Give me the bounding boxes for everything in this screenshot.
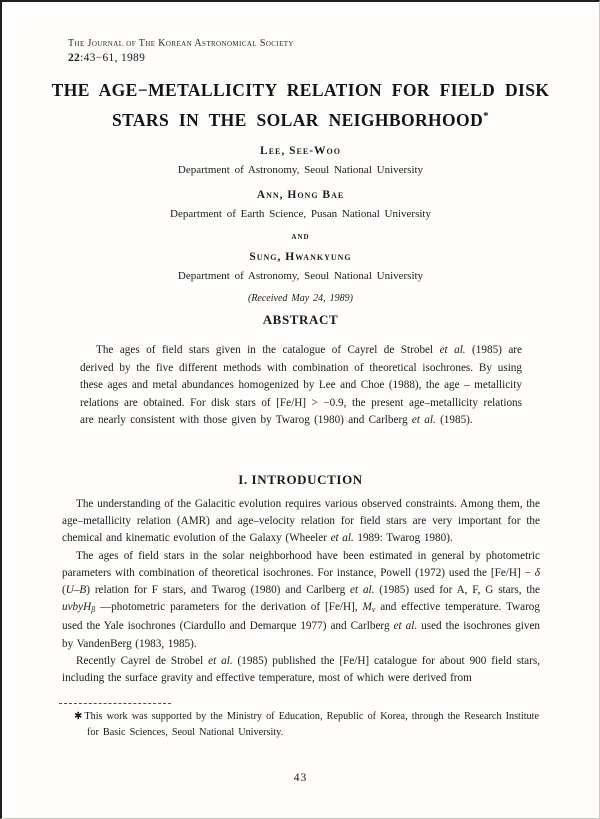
and-separator: and <box>291 231 310 242</box>
author-name: Sung, Hwankyung <box>249 251 352 263</box>
received-date: (Received May 24, 1989) <box>247 293 353 304</box>
footnote-rule <box>59 703 171 704</box>
paper-title <box>2 77 599 133</box>
footnote-block <box>59 703 539 740</box>
intro-paragraph: The understanding of the Galacitic evolution requires various observed constraints. Among them, the age–metallicity relation (AMR) and age–velocity relation for field stars are very important for the chemical and kinematic evolution of the Galaxy (Wheeler et al. 1989: Twarog 1980). <box>62 498 540 545</box>
footnote-marker: ✱ <box>74 711 83 722</box>
author-affiliation: Department of Astronomy, Seoul National University <box>177 270 424 282</box>
volume-pages: :43−61, 1989 <box>80 52 146 64</box>
footnote-body: This work was supported by the Ministry of Education, Republic of Korea, through the Research Institute for Basic Sciences, Seoul National University. <box>84 711 539 738</box>
author-name: Ann, Hong Bae <box>256 189 345 201</box>
author-affiliation: Department of Astronomy, Seoul National University <box>177 164 424 176</box>
author-group <box>2 249 599 284</box>
volume-number: 22 <box>68 52 81 64</box>
footnote-text <box>74 709 539 740</box>
journal-name: The Journal of The Korean Astronomical Society <box>68 38 294 49</box>
paper-title-line2: STARS IN THE SOLAR NEIGHBORHOOD* <box>111 109 490 130</box>
title-footnote-marker: * <box>483 110 490 122</box>
introduction-heading: I. INTRODUCTION <box>238 472 363 487</box>
journal-header <box>68 38 294 64</box>
author-affiliation: Department of Earth Science, Pusan National University <box>170 208 431 220</box>
intro-paragraph: Recently Cayrel de Strobel et al. (1985) published the [Fe/H] catalogue for about 900 field stars, including the surface gravity and effective temperature, most of which were derived from <box>62 654 540 684</box>
page-number: 43 <box>293 772 308 784</box>
volume-line <box>68 52 294 64</box>
author-group <box>2 187 599 222</box>
paper-title-line1: THE AGE−METALLICITY RELATION FOR FIELD DISK <box>51 80 550 100</box>
author-group <box>2 143 599 178</box>
author-name: Lee, See-Woo <box>260 145 341 157</box>
intro-paragraph: The ages of field stars in the solar neighborhood have been estimated in general by photometric parameters with combination of theoretical isochrones. For instance, Powell (1972) used the [Fe/H] − δ (U–B) relation for F stars, and Twarog (1980) and Carlberg et al. (1985) used for A, F, G stars, the uvbyHβ —photometric parameters for the derivation of [Fe/H], Mv and effective temperature. Twarog used the Yale isochrones (Ciardullo and Demarque 1977) and Carlberg et al. used the isochrones given by VandenBerg (1983, 1985). <box>62 549 541 650</box>
introduction-body <box>62 496 540 687</box>
authors-block <box>2 143 599 304</box>
abstract-body: The ages of field stars given in the catalogue of Cayrel de Strobel et al. (1985) are derived by the five different methods with combination of theoretical isochrones. By using these ages and metal abundances homogenized by Lee and Choe (1988), the age – metallicity relations are obtained. For disk stars of [Fe/H] > −0.9, the present age–metallicity relations are nearly consistent with those given by Twarog (1980) and Carlberg et al. (1985). <box>80 344 522 427</box>
abstract-heading: ABSTRACT <box>262 312 339 327</box>
